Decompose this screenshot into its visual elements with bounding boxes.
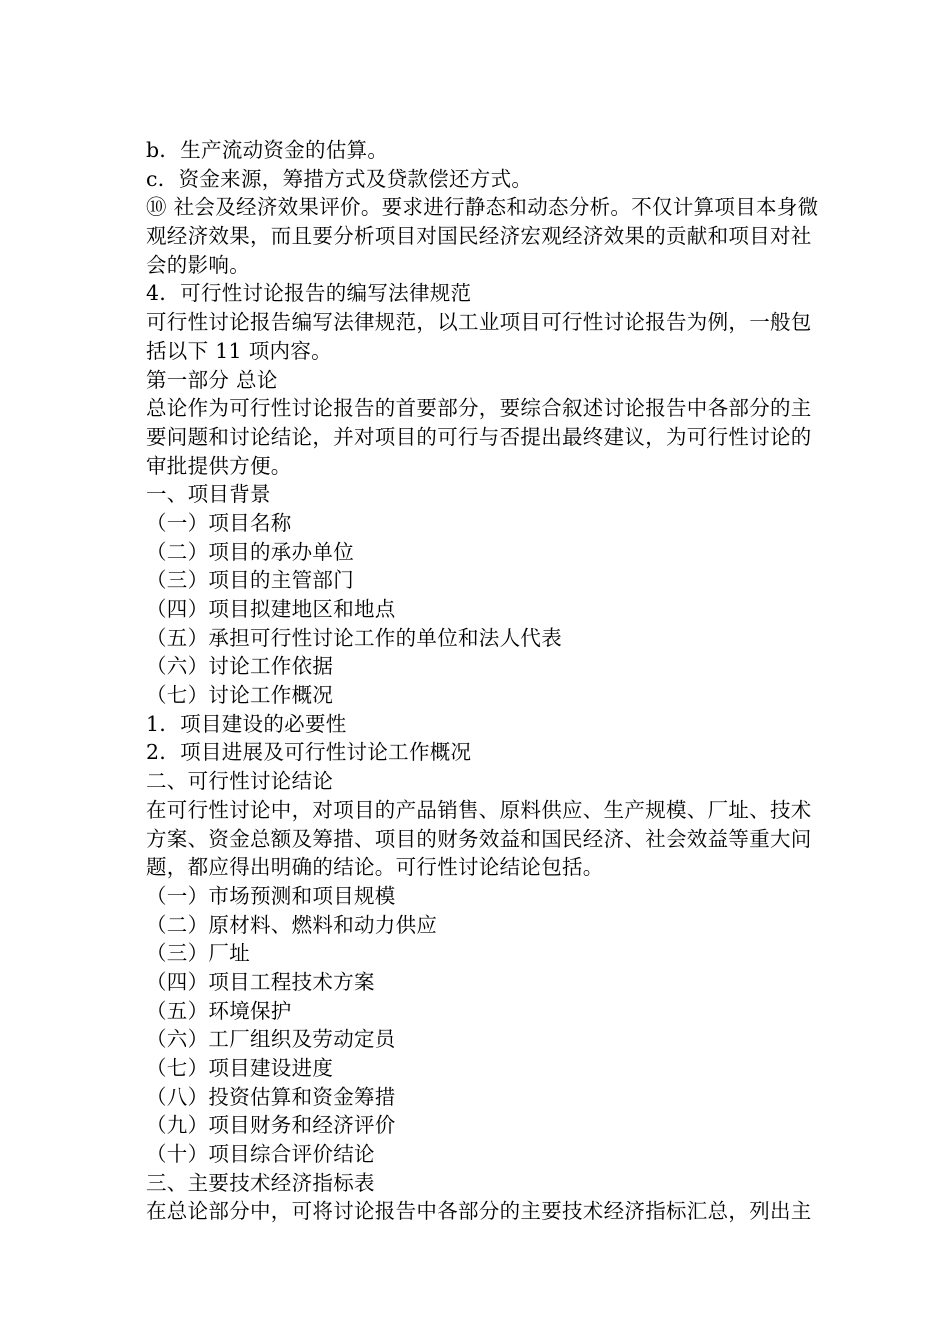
text-line: b．生产流动资金的估算。 (146, 138, 389, 162)
section-heading: 一、项目背景 (146, 482, 271, 507)
section-heading: 三、主要技术经济指标表 (146, 1170, 375, 1195)
text-line: 可行性讨论报告编写法律规范，以工业项目可行性讨论报告为例，一般包 (146, 310, 812, 335)
list-item: （六）讨论工作依据 (146, 654, 334, 679)
list-item: （二）原材料、燃料和动力供应 (146, 912, 438, 937)
list-item: 1．项目建设的必要性 (146, 711, 347, 736)
list-item: （一）项目名称 (146, 510, 292, 535)
text-line: 括以下 11 项内容。 (146, 338, 332, 363)
document-body (146, 136, 862, 1226)
list-item: 2．项目进展及可行性讨论工作概况 (146, 740, 472, 765)
text-line: 题，都应得出明确的结论。可行性讨论结论包括。 (146, 855, 604, 880)
text-line: 方案、资金总额及筹措、项目的财务效益和国民经济、社会效益等重大问 (146, 826, 812, 851)
list-item: （三）项目的主管部门 (146, 568, 354, 593)
section-heading: 4．可行性讨论报告的编写法律规范 (146, 281, 472, 306)
list-item: （一）市场预测和项目规模 (146, 883, 396, 908)
list-item: （八）投资估算和资金筹措 (146, 1084, 396, 1109)
part-heading: 第一部分 总论 (146, 367, 278, 392)
list-item: （四）项目拟建地区和地点 (146, 597, 396, 621)
text-line: c．资金来源，筹措方式及贷款偿还方式。 (146, 166, 533, 191)
text-line: 观经济效果，而且要分析项目对国民经济宏观经济效果的贡献和项目对社 (146, 224, 812, 249)
text-line: 在总论部分中，可将讨论报告中各部分的主要技术经济指标汇总，列出主 (146, 1199, 812, 1224)
text-line: 会的影响。 (146, 252, 250, 277)
section-heading: 二、可行性讨论结论 (146, 769, 334, 794)
text-line: 要问题和讨论结论，并对项目的可行与否提出最终建议，为可行性讨论的 (146, 424, 812, 449)
text-line: 总论作为可行性讨论报告的首要部分，要综合叙述讨论报告中各部分的主 (146, 396, 812, 421)
list-item: （九）项目财务和经济评价 (146, 1113, 396, 1138)
list-item: （四）项目工程技术方案 (146, 969, 375, 994)
list-item: （三）厂址 (146, 941, 250, 966)
list-item: （七）讨论工作概况 (146, 683, 334, 708)
list-item: （五）承担可行性讨论工作的单位和法人代表 (146, 625, 562, 650)
list-item: （七）项目建设进度 (146, 1056, 334, 1080)
text-line: ⑩ 社会及经济效果评价。要求进行静态和动态分析。不仅计算项目本身微 (146, 195, 819, 220)
list-item: （六）工厂组织及劳动定员 (146, 1027, 396, 1052)
text-line: 在可行性讨论中，对项目的产品销售、原料供应、生产规模、厂址、技术 (146, 797, 812, 822)
text-line: 审批提供方便。 (146, 453, 292, 478)
list-item: （五）环境保护 (146, 998, 292, 1023)
list-item: （二）项目的承办单位 (146, 539, 354, 564)
list-item: （十）项目综合评价结论 (146, 1142, 375, 1167)
